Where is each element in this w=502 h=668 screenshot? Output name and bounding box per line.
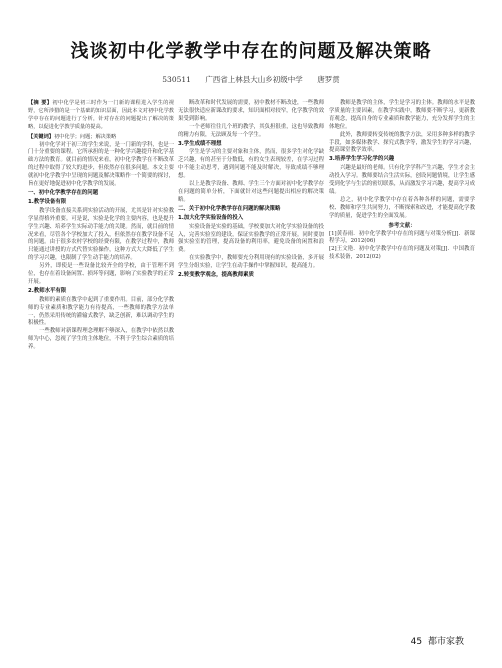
keywords-label: 【关键词】 <box>28 133 54 140</box>
paragraph: 以上是教学设备、教师、学生三个方面对初中化学教学存在问题的简单分析，下面就针对这些问题提出相应的解决策略。 <box>178 181 324 203</box>
paragraph: 教师是教学的主体，学生是学习的主体。教师的水平是教学质量的主要因素，在教学实践中，教师要不断学习，更新教育观念，提高自身的专业素质和教学能力，充分发挥学生的主体地位。 <box>329 100 475 130</box>
section-heading: 1.加大化学实验设备的投入 <box>178 214 244 221</box>
paragraph: 实验设备是实验的基础，学校要加大对化学实验设备的投入，完善实验室的建设，保证实验教学的正常开展。同时要加强实验室的管理，提高设备的利用率，避免设备的闲置和浪费。 <box>178 223 324 254</box>
journal-name: 都市家教 <box>427 637 464 647</box>
section-heading: 1.教学设备有限 <box>28 198 67 205</box>
paper-title: 浅谈初中化学教学中存在的问题及解决策略 <box>70 41 432 62</box>
keywords-text: 初中化学；问题；解决策略 <box>53 133 117 140</box>
paragraph: 另外，即使是一些设备比较齐全的学校，由于管理不到位，也存在着设备闲置、损坏等问题，影响了实验教学的正常开展。 <box>28 263 174 285</box>
byline <box>0 74 502 85</box>
section-heading: 3.培养学生学习化学的兴趣 <box>329 156 395 163</box>
column-3 <box>329 100 475 262</box>
reference-item: [2]王文艳．初中化学教学中存在的问题及对策[J]．中国教育技术装备，2012(02) <box>329 246 475 261</box>
abstract-label: 【摘 要】 <box>28 100 53 106</box>
paragraph: 初中化学对于初三的学生来说，是一门新的学科，也是一门十分重要的课程。它所承担的是一种化学兴趣提升和化学基础方法的教育。就目前的情况来看，初中化学教学在不断改革的过程中取得了较大的进步，但依然存在很多问题。本文主要就初中化学教学中呈现的问题及解决策略作一个简要的探讨，旨在更好地促进初中化学教学的发展。 <box>28 141 174 188</box>
paragraph: 总之，初中化学教学中存在着各种各样的问题，需要学校、教师和学生共同努力，不断探索和改进，才能提高化学教学的质量，促进学生的全面发展。 <box>329 196 475 219</box>
column-1 <box>28 100 174 352</box>
column-2 <box>178 100 324 281</box>
section-heading: 二、关于初中化学教学存在问题的解决策略 <box>178 205 281 212</box>
section-heading: 3.学生成绩不理想 <box>178 140 222 147</box>
abstract-text: 初中化学是初三时作为一门新的课程进入学生的视野，它所涉猎的是一个基础的知识层面，因此本文对初中化学教学中存在的问题进行了分析，针对存在的问题提出了解决的策略，以促进化学教学质量的提高。 <box>28 100 174 130</box>
section-heading: 2.转变教学观念，提高教师素质 <box>178 272 254 279</box>
paragraph: 学生是学习的主要对象和主体，然而，很多学生对化学缺乏兴趣，有的甚至于分数低，有的女生表现较差，在学习过程中不能主动思考，遇到问题不能及时解决，导致成绩不够理想。 <box>178 149 324 180</box>
abstract <box>28 100 174 132</box>
column-1-body <box>28 142 174 353</box>
paragraph: 教学设备直接关系到实验活动的开展，尤其是针对实验教学显得格外重要。可是说，实验是化学的主要内容，也是提升学生兴趣、培养学生实际动手能力的关键。然而，就目前的情况来看，尽管各个学校加大了投入，但依然存在教学设备不足的问题。由于很多农村学校的经费有限，在教学过程中，教师只能通过讲授的方式代替实验操作，这种方式大大降低了学生的学习兴趣，也限制了学生动手能力的培养。 <box>28 207 174 262</box>
author: 唐罗贯 <box>317 75 340 84</box>
page-footer <box>408 634 464 647</box>
section-heading: 2.教师水平有限 <box>28 287 67 294</box>
paragraph: 教师的素质在教学中起到了重要作用。目前，部分化学教师的专业素质和教学能力有待提高，一些教师的教学方法单一，仍然采用传统的灌输式教学，缺乏创新，难以调动学生的积极性。 <box>28 296 174 327</box>
paragraph: 一些教师对新课程理念理解不够深入，在教学中依然以教师为中心，忽视了学生的主体地位，不利于学生综合素质的培养。 <box>28 328 174 351</box>
column-3-body <box>329 100 475 262</box>
page-number: 45 <box>410 637 423 647</box>
section-heading: 一、初中化学教学存在的问题 <box>28 189 99 196</box>
paragraph: 在实验教学中，教师要充分利用现有的实验设备，多开展学生分组实验，让学生在动手操作中掌握知识，提高能力。 <box>178 255 324 270</box>
reference-item: [1]黄春雨．初中化学教学中存在的问题与对策分析[J]．新课程学习，2012(06) <box>329 230 475 245</box>
paragraph: 断改革和时代发展的需要，初中教材不断改进，一些教师无法很快适应新课改的要求，知识面相对较窄，化学教学的效果受到影响。 <box>178 100 324 122</box>
paragraph: 兴趣是最好的老师。只有化学学科产生兴趣，学生才会主动投入学习。教师要结合生活实际，创设问题情境，让学生感受到化学与生活的密切联系，从而激发学习兴趣，提高学习成绩。 <box>329 165 475 195</box>
paragraph: 此外，教师要转变传统的教学方法，采用多种多样的教学手段，如多媒体教学、探究式教学等，激发学生的学习兴趣，提高课堂教学效率。 <box>329 131 475 154</box>
affiliation: 广西省上林县大山乡初级中学 <box>205 75 303 84</box>
postcode: 530511 <box>162 75 191 84</box>
paragraph: 一个老师往往几个班的教学，其负担很重，这也导致教师的精力有限，无法顾及每一个学生。 <box>178 123 324 138</box>
column-2-body <box>178 100 324 280</box>
keywords <box>28 134 174 142</box>
references-heading: 参考文献： <box>388 222 416 229</box>
